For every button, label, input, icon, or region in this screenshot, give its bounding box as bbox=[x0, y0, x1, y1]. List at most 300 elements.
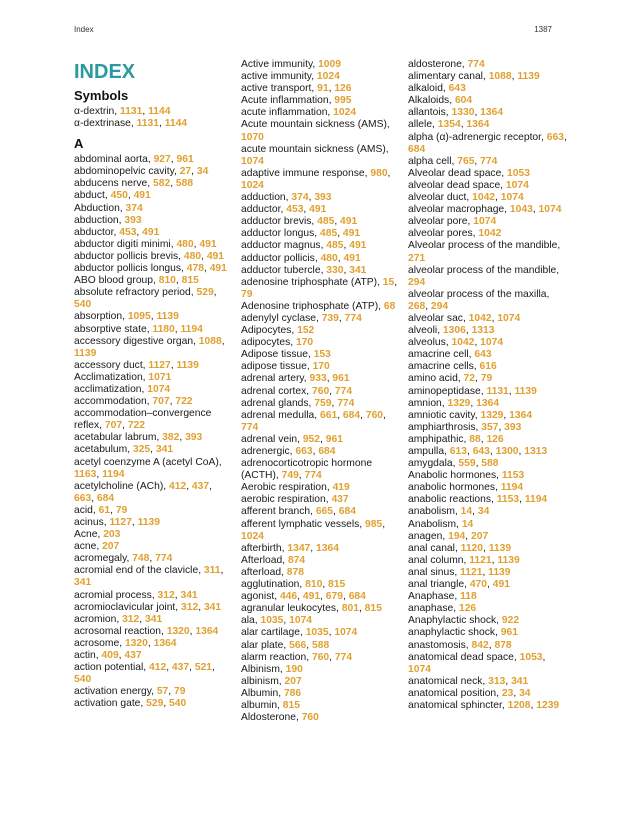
index-entry bbox=[241, 567, 401, 579]
page-reference-link[interactable]: 374 bbox=[291, 192, 309, 204]
page-reference-link[interactable]: 774 bbox=[337, 397, 355, 409]
page-reference-link[interactable]: 801 bbox=[341, 603, 359, 615]
page-reference-link[interactable]: 207 bbox=[471, 530, 489, 542]
page-reference-link[interactable]: 643 bbox=[448, 83, 466, 95]
page-reference-link[interactable]: 15 bbox=[382, 276, 395, 288]
page-reference-link[interactable]: 357 bbox=[481, 421, 499, 433]
page-reference-link[interactable]: 952 bbox=[302, 433, 321, 445]
page-reference-link[interactable]: 382 bbox=[162, 432, 180, 444]
page-reference-link[interactable]: 722 bbox=[127, 420, 146, 432]
page-reference-link[interactable]: 1088 bbox=[198, 335, 222, 347]
page-reference-link[interactable]: 540 bbox=[74, 299, 92, 311]
page-reference-link[interactable]: 491 bbox=[302, 591, 321, 603]
page-reference-link[interactable]: 774 bbox=[480, 155, 498, 167]
page-reference-link[interactable]: 271 bbox=[408, 252, 426, 264]
page-reference-link[interactable]: 774 bbox=[467, 59, 485, 70]
page-reference-link[interactable]: 922 bbox=[501, 615, 520, 627]
index-entry bbox=[241, 494, 401, 506]
page-reference-link[interactable]: 1194 bbox=[524, 494, 548, 506]
page-reference-link[interactable]: 437 bbox=[331, 494, 349, 506]
page-reference-link[interactable]: 126 bbox=[458, 603, 477, 615]
page-reference-link[interactable]: 491 bbox=[340, 216, 358, 228]
page-reference-link[interactable]: 774 bbox=[155, 553, 173, 565]
page-reference-link[interactable]: 643 bbox=[472, 446, 490, 457]
page-reference-link[interactable]: 34 bbox=[519, 687, 531, 699]
page-separator: , bbox=[96, 468, 103, 480]
page-reference-link[interactable]: 616 bbox=[479, 361, 497, 373]
index-entry bbox=[408, 398, 568, 410]
page-separator: , bbox=[342, 591, 349, 603]
a-entries bbox=[74, 154, 232, 710]
page-reference-link[interactable]: 540 bbox=[74, 674, 92, 686]
page-separator: , bbox=[387, 167, 391, 179]
page-reference-link[interactable]: 170 bbox=[295, 337, 314, 349]
page-reference-link[interactable]: 1042 bbox=[451, 337, 475, 349]
page-reference-link[interactable]: 1053 bbox=[519, 651, 543, 663]
page-reference-link[interactable]: 437 bbox=[191, 480, 210, 492]
index-term: acromial end of the clavicle, bbox=[74, 565, 204, 577]
page-reference-link[interactable]: 480 bbox=[183, 250, 202, 262]
page-reference-link[interactable]: 341 bbox=[155, 444, 174, 456]
page-reference-link[interactable]: 88 bbox=[469, 433, 481, 445]
page-reference-link[interactable]: 1139 bbox=[176, 359, 199, 371]
page-reference-link[interactable]: 1024 bbox=[241, 530, 264, 542]
page-reference-link[interactable]: 1364 bbox=[316, 542, 339, 554]
page-reference-link[interactable]: 79 bbox=[174, 686, 186, 698]
page-reference-link[interactable]: 311 bbox=[203, 565, 221, 577]
page-reference-link[interactable]: 491 bbox=[349, 240, 367, 252]
page-reference-link[interactable]: 79 bbox=[480, 373, 493, 385]
index-term: allantois, bbox=[408, 107, 452, 119]
page-separator: , bbox=[474, 337, 481, 349]
page-reference-link[interactable]: 1042 bbox=[478, 228, 502, 240]
page-reference-link[interactable]: 1139 bbox=[156, 311, 179, 323]
page-reference-link[interactable]: 1329 bbox=[447, 397, 471, 409]
page-reference-link[interactable]: 760 bbox=[311, 651, 330, 663]
page-reference-link[interactable]: 995 bbox=[334, 95, 352, 107]
page-reference-link[interactable]: 759 bbox=[314, 397, 332, 409]
page-reference-link[interactable]: 1180 bbox=[152, 323, 175, 335]
page-reference-link[interactable]: 480 bbox=[176, 238, 194, 250]
page-reference-link[interactable]: 14 bbox=[460, 506, 473, 518]
page-reference-link[interactable]: 1153 bbox=[501, 470, 525, 482]
page-reference-link[interactable]: 437 bbox=[124, 650, 142, 662]
page-reference-link[interactable]: 684 bbox=[408, 143, 426, 155]
page-reference-link[interactable]: 480 bbox=[320, 252, 338, 264]
page-reference-link[interactable]: 170 bbox=[312, 361, 330, 373]
index-term: alkaloid, bbox=[408, 83, 449, 95]
index-term: agranular leukocytes, bbox=[241, 603, 342, 615]
page-reference-link[interactable]: 760 bbox=[301, 712, 319, 724]
page-reference-link[interactable]: 1070 bbox=[241, 131, 264, 143]
page-reference-link[interactable]: 842 bbox=[471, 639, 489, 651]
index-term: abductor digiti minimi, bbox=[74, 238, 177, 250]
index-term: Afterload, bbox=[241, 554, 288, 566]
page-reference-link[interactable]: 1074 bbox=[334, 627, 358, 639]
page-reference-link[interactable]: 1074 bbox=[497, 312, 521, 324]
index-term: anatomical sphincter, bbox=[408, 699, 508, 711]
page-reference-link[interactable]: 1139 bbox=[74, 347, 97, 359]
index-entry bbox=[241, 627, 401, 639]
page-reference-link[interactable]: 684 bbox=[338, 506, 356, 518]
page-reference-link[interactable]: 933 bbox=[309, 373, 327, 385]
page-reference-link[interactable]: 760 bbox=[365, 409, 384, 421]
page-reference-link[interactable]: 341 bbox=[145, 613, 163, 625]
page-reference-link[interactable]: 491 bbox=[199, 238, 217, 250]
page-reference-link[interactable]: 1194 bbox=[102, 468, 125, 480]
index-entry bbox=[408, 652, 568, 676]
page-separator: , bbox=[425, 300, 431, 312]
page-reference-link[interactable]: 1144 bbox=[148, 106, 171, 117]
page-reference-link[interactable]: 1139 bbox=[137, 517, 160, 528]
page-reference-link[interactable]: 760 bbox=[311, 385, 330, 397]
index-column-1 bbox=[74, 61, 232, 711]
index-entry bbox=[241, 168, 401, 192]
page-reference-link[interactable]: 34 bbox=[196, 166, 209, 178]
index-entry bbox=[74, 650, 232, 662]
page-reference-link[interactable]: 409 bbox=[101, 650, 119, 662]
index-entry bbox=[408, 579, 568, 591]
page-reference-link[interactable]: 927 bbox=[153, 154, 171, 166]
page-reference-link[interactable]: 190 bbox=[285, 663, 303, 675]
page-reference-link[interactable]: 207 bbox=[102, 541, 120, 553]
page-reference-link[interactable]: 294 bbox=[430, 300, 449, 312]
page-reference-link[interactable]: 774 bbox=[241, 421, 259, 433]
page-reference-link[interactable]: 1347 bbox=[287, 542, 311, 554]
page-reference-link[interactable]: 1042 bbox=[468, 312, 492, 324]
page-reference-link[interactable]: 478 bbox=[186, 263, 204, 275]
page-reference-link[interactable]: 393 bbox=[504, 421, 522, 433]
page-reference-link[interactable]: 540 bbox=[169, 698, 187, 710]
page-reference-link[interactable]: 810 bbox=[305, 579, 323, 591]
page-reference-link[interactable]: 529 bbox=[146, 698, 164, 710]
page-reference-link[interactable]: 312 bbox=[122, 613, 140, 625]
page-reference-link[interactable]: 1144 bbox=[164, 118, 188, 130]
page-reference-link[interactable]: 1194 bbox=[500, 482, 524, 494]
page-reference-link[interactable]: 453 bbox=[286, 204, 304, 216]
page-reference-link[interactable]: 815 bbox=[364, 603, 382, 615]
page-reference-link[interactable]: 152 bbox=[297, 325, 315, 337]
index-term: adductor brevis, bbox=[241, 216, 318, 228]
page-reference-link[interactable]: 1364 bbox=[153, 637, 177, 649]
page-reference-link[interactable]: 774 bbox=[304, 470, 322, 482]
page-reference-link[interactable]: 1320 bbox=[124, 637, 148, 649]
page-reference-link[interactable]: 765 bbox=[457, 155, 475, 167]
page-reference-link[interactable]: 521 bbox=[194, 662, 213, 674]
page-reference-link[interactable]: 203 bbox=[103, 529, 121, 541]
page-reference-link[interactable]: 79 bbox=[115, 504, 128, 516]
page-reference-link[interactable]: 268 bbox=[408, 300, 426, 312]
page-reference-link[interactable]: 1306 bbox=[442, 325, 466, 337]
index-entry bbox=[408, 506, 568, 518]
page-reference-link[interactable]: 491 bbox=[209, 263, 227, 275]
page-reference-link[interactable]: 1074 bbox=[241, 155, 264, 167]
page-separator: , bbox=[495, 192, 501, 204]
page-reference-link[interactable]: 1024 bbox=[333, 107, 357, 119]
page-reference-link[interactable]: 815 bbox=[328, 579, 346, 591]
page-reference-link[interactable]: 341 bbox=[511, 675, 529, 687]
page-reference-link[interactable]: 393 bbox=[314, 192, 332, 204]
page-reference-link[interactable]: 312 bbox=[181, 601, 199, 613]
page-reference-link[interactable]: 153 bbox=[313, 349, 331, 361]
page-reference-link[interactable]: 27 bbox=[179, 166, 192, 178]
index-term: ABO blood group, bbox=[74, 275, 159, 287]
page-reference-link[interactable]: 1127 bbox=[148, 359, 171, 371]
index-entry bbox=[241, 446, 401, 458]
page-reference-link[interactable]: 961 bbox=[500, 627, 518, 639]
page-reference-link[interactable]: 491 bbox=[309, 204, 327, 216]
running-header-section: Index bbox=[74, 25, 94, 34]
page-reference-link[interactable]: 491 bbox=[142, 226, 160, 238]
page-reference-link[interactable]: 61 bbox=[98, 504, 111, 516]
page-reference-link[interactable]: 1095 bbox=[127, 311, 151, 323]
page-reference-link[interactable]: 707 bbox=[152, 396, 170, 408]
index-entry bbox=[408, 180, 568, 192]
page-reference-link[interactable]: 126 bbox=[334, 83, 352, 95]
page-reference-link[interactable]: 1074 bbox=[500, 192, 524, 204]
page-reference-link[interactable]: 980 bbox=[370, 167, 388, 179]
page-reference-link[interactable]: 961 bbox=[176, 154, 194, 166]
index-entry bbox=[241, 361, 401, 373]
index-entry bbox=[408, 59, 568, 71]
page-reference-link[interactable]: 1127 bbox=[109, 517, 132, 528]
page-reference-link[interactable]: 810 bbox=[158, 275, 176, 287]
page-reference-link[interactable]: 34 bbox=[477, 506, 490, 518]
page-reference-link[interactable]: 961 bbox=[332, 373, 350, 385]
page-reference-link[interactable]: 985 bbox=[365, 518, 383, 530]
page-reference-link[interactable]: 313 bbox=[488, 675, 506, 687]
page-reference-link[interactable]: 722 bbox=[175, 396, 193, 408]
page-reference-link[interactable]: 1074 bbox=[480, 337, 504, 349]
page-reference-link[interactable]: 330 bbox=[326, 264, 344, 276]
index-term: acute inflammation, bbox=[241, 107, 334, 119]
page-reference-link[interactable]: 1024 bbox=[241, 179, 264, 191]
page-reference-link[interactable]: 312 bbox=[157, 589, 175, 601]
index-entry bbox=[408, 168, 568, 180]
page-reference-link[interactable]: 118 bbox=[460, 591, 477, 603]
page-separator: , bbox=[136, 226, 143, 238]
page-reference-link[interactable]: 1042 bbox=[472, 192, 496, 204]
page-reference-link[interactable]: 1121 bbox=[469, 554, 492, 566]
page-reference-link[interactable]: 1043 bbox=[509, 204, 533, 216]
page-reference-link[interactable]: 749 bbox=[281, 470, 299, 482]
page-reference-link[interactable]: 491 bbox=[206, 250, 224, 262]
index-entry bbox=[74, 662, 232, 686]
page-reference-link[interactable]: 1074 bbox=[289, 615, 313, 627]
page-reference-link[interactable]: 1024 bbox=[316, 71, 340, 83]
page-reference-link[interactable]: 341 bbox=[74, 577, 92, 589]
page-reference-link[interactable]: 393 bbox=[185, 432, 203, 444]
page-reference-link[interactable]: 604 bbox=[454, 95, 473, 107]
page-reference-link[interactable]: 68 bbox=[383, 300, 396, 312]
page-reference-link[interactable]: 450 bbox=[110, 190, 128, 202]
index-term: Adenosine triphosphate (ATP), bbox=[241, 300, 384, 312]
page-reference-link[interactable]: 613 bbox=[449, 446, 467, 457]
page-reference-link[interactable]: 1320 bbox=[166, 625, 190, 637]
page-reference-link[interactable]: 1239 bbox=[536, 699, 560, 711]
page-reference-link[interactable]: 774 bbox=[344, 312, 362, 324]
page-reference-link[interactable]: 485 bbox=[326, 240, 344, 252]
page-reference-link[interactable]: 588 bbox=[312, 639, 330, 651]
page-reference-link[interactable]: 491 bbox=[342, 228, 361, 240]
page-reference-link[interactable]: 774 bbox=[334, 651, 353, 663]
index-entry bbox=[74, 154, 232, 166]
page-reference-link[interactable]: 1329 bbox=[480, 409, 504, 421]
page-reference-link[interactable]: 815 bbox=[181, 275, 199, 287]
page-reference-link[interactable]: 1208 bbox=[507, 699, 531, 711]
index-column-3 bbox=[408, 59, 568, 712]
page-separator: , bbox=[460, 119, 467, 131]
page-reference-link[interactable]: 665 bbox=[315, 506, 333, 518]
page-reference-link[interactable]: 1300 bbox=[495, 446, 519, 457]
page-reference-link[interactable]: 1074 bbox=[408, 663, 431, 675]
page-reference-link[interactable]: 1074 bbox=[473, 216, 497, 228]
index-entry bbox=[408, 95, 568, 107]
page-reference-link[interactable]: 1071 bbox=[148, 371, 172, 383]
page-reference-link[interactable]: 1364 bbox=[480, 107, 504, 119]
page-reference-link[interactable]: 79 bbox=[241, 288, 253, 300]
page-reference-link[interactable]: 1330 bbox=[451, 107, 475, 119]
page-reference-link[interactable]: 294 bbox=[408, 276, 426, 288]
page-reference-link[interactable]: 1131 bbox=[120, 106, 143, 117]
index-entry bbox=[241, 253, 401, 265]
page-reference-link[interactable]: 341 bbox=[349, 264, 367, 276]
page-reference-link[interactable]: 57 bbox=[156, 686, 169, 698]
page-reference-link[interactable]: 485 bbox=[320, 228, 338, 240]
page-reference-link[interactable]: 961 bbox=[325, 433, 343, 445]
page-reference-link[interactable]: 643 bbox=[474, 349, 492, 361]
page-reference-link[interactable]: 529 bbox=[196, 287, 214, 299]
page-reference-link[interactable]: 1364 bbox=[195, 625, 219, 637]
page-reference-link[interactable]: 786 bbox=[283, 687, 302, 699]
page-reference-link[interactable]: 663 bbox=[74, 492, 92, 504]
page-reference-link[interactable]: 412 bbox=[149, 662, 167, 674]
page-reference-link[interactable]: 374 bbox=[125, 202, 143, 214]
page-reference-link[interactable]: 1354 bbox=[437, 119, 461, 131]
page-reference-link[interactable]: 684 bbox=[96, 492, 115, 504]
page-reference-link[interactable]: 707 bbox=[104, 420, 123, 432]
page-reference-link[interactable]: 446 bbox=[279, 591, 298, 603]
index-term: Albumin, bbox=[241, 687, 284, 699]
page-reference-link[interactable]: 1009 bbox=[318, 59, 341, 70]
page-reference-link[interactable]: 566 bbox=[289, 639, 307, 651]
page-reference-link[interactable]: 1074 bbox=[538, 204, 562, 216]
page-reference-link[interactable]: 1053 bbox=[507, 167, 530, 179]
page-reference-link[interactable]: 1139 bbox=[488, 566, 511, 578]
page-reference-link[interactable]: 72 bbox=[463, 373, 475, 385]
page-reference-link[interactable]: 453 bbox=[119, 226, 137, 238]
page-reference-link[interactable]: 412 bbox=[169, 480, 187, 492]
index-term: alveolar pores, bbox=[408, 228, 479, 240]
index-entry bbox=[74, 360, 232, 372]
page-reference-link[interactable]: 1139 bbox=[514, 385, 537, 397]
page-reference-link[interactable]: 1364 bbox=[466, 119, 490, 131]
page-separator: , bbox=[337, 409, 343, 421]
page-reference-link[interactable]: 491 bbox=[343, 252, 361, 264]
page-reference-link[interactable]: 878 bbox=[286, 566, 304, 578]
page-reference-link[interactable]: 1120 bbox=[460, 542, 484, 554]
index-entry bbox=[241, 688, 401, 700]
page-reference-link[interactable]: 1121 bbox=[460, 566, 483, 578]
page-reference-link[interactable]: 194 bbox=[448, 530, 466, 542]
page-reference-link[interactable]: 663 bbox=[295, 446, 313, 457]
page-reference-link[interactable]: 1035 bbox=[305, 627, 329, 639]
page-reference-link[interactable]: 588 bbox=[481, 458, 499, 470]
page-reference-link[interactable]: 485 bbox=[317, 216, 335, 228]
page-reference-link[interactable]: 470 bbox=[469, 579, 488, 591]
page-reference-link[interactable]: 684 bbox=[342, 409, 361, 421]
page-reference-link[interactable]: 126 bbox=[486, 433, 504, 445]
page-reference-link[interactable]: 491 bbox=[492, 579, 510, 591]
page-reference-link[interactable]: 661 bbox=[320, 409, 338, 421]
page-reference-link[interactable]: 874 bbox=[287, 554, 306, 566]
page-reference-link[interactable]: 815 bbox=[282, 699, 300, 711]
page-reference-link[interactable]: 878 bbox=[494, 639, 512, 651]
page-separator: , bbox=[488, 639, 495, 651]
page-reference-link[interactable]: 739 bbox=[321, 312, 339, 324]
page-reference-link[interactable]: 1194 bbox=[180, 323, 203, 335]
page-reference-link[interactable]: 1139 bbox=[517, 71, 540, 83]
index-entry bbox=[241, 519, 401, 543]
page-reference-link[interactable]: 684 bbox=[318, 446, 336, 457]
page-reference-link[interactable]: 684 bbox=[348, 591, 366, 603]
page-reference-link[interactable]: 1088 bbox=[488, 71, 512, 83]
page-separator: , bbox=[475, 458, 482, 470]
page-reference-link[interactable]: 1074 bbox=[147, 383, 171, 395]
index-term: active immunity, bbox=[241, 71, 317, 83]
page-reference-link[interactable]: 588 bbox=[175, 178, 194, 190]
page-reference-link[interactable]: 91 bbox=[317, 83, 329, 95]
page-reference-link[interactable]: 1364 bbox=[509, 409, 533, 421]
index-entry bbox=[408, 567, 568, 579]
index-entry bbox=[74, 106, 232, 118]
page-reference-link[interactable]: 774 bbox=[334, 385, 353, 397]
page-reference-link[interactable]: 582 bbox=[153, 178, 171, 190]
page-reference-link[interactable]: 1074 bbox=[505, 179, 529, 191]
page-reference-link[interactable]: 437 bbox=[171, 662, 190, 674]
page-reference-link[interactable]: 1139 bbox=[497, 554, 520, 566]
index-entry bbox=[408, 615, 568, 627]
page-reference-link[interactable]: 1313 bbox=[524, 446, 548, 457]
page-separator: , bbox=[329, 651, 335, 663]
page-reference-link[interactable]: 491 bbox=[133, 190, 151, 202]
page-reference-link[interactable]: 1153 bbox=[496, 494, 520, 506]
page-reference-link[interactable]: 393 bbox=[124, 214, 142, 226]
page-reference-link[interactable]: 1364 bbox=[476, 397, 500, 409]
page-reference-link[interactable]: 1131 bbox=[486, 385, 509, 397]
page-reference-link[interactable]: 679 bbox=[325, 591, 343, 603]
page-reference-link[interactable]: 14 bbox=[461, 518, 474, 530]
page-reference-link[interactable]: 325 bbox=[132, 444, 151, 456]
page-separator: , bbox=[221, 335, 225, 347]
page-separator: , bbox=[489, 446, 496, 457]
page-reference-link[interactable]: 663 bbox=[546, 131, 564, 143]
page-reference-link[interactable]: 1131 bbox=[136, 118, 159, 130]
page-reference-link[interactable]: 207 bbox=[284, 675, 302, 687]
page-separator: , bbox=[139, 613, 145, 625]
page-reference-link[interactable]: 341 bbox=[180, 589, 198, 601]
page-reference-link[interactable]: 341 bbox=[203, 601, 222, 613]
page-reference-link[interactable]: 1139 bbox=[488, 542, 512, 554]
page-reference-link[interactable]: 23 bbox=[501, 687, 514, 699]
page-reference-link[interactable]: 1163 bbox=[74, 468, 97, 480]
page-reference-link[interactable]: 559 bbox=[458, 458, 476, 470]
index-entry bbox=[241, 265, 401, 277]
page-reference-link[interactable]: 1035 bbox=[260, 615, 284, 627]
page-reference-link[interactable]: 748 bbox=[132, 553, 150, 565]
page-reference-link[interactable]: 419 bbox=[332, 482, 350, 494]
page-reference-link[interactable]: 1313 bbox=[471, 325, 495, 337]
